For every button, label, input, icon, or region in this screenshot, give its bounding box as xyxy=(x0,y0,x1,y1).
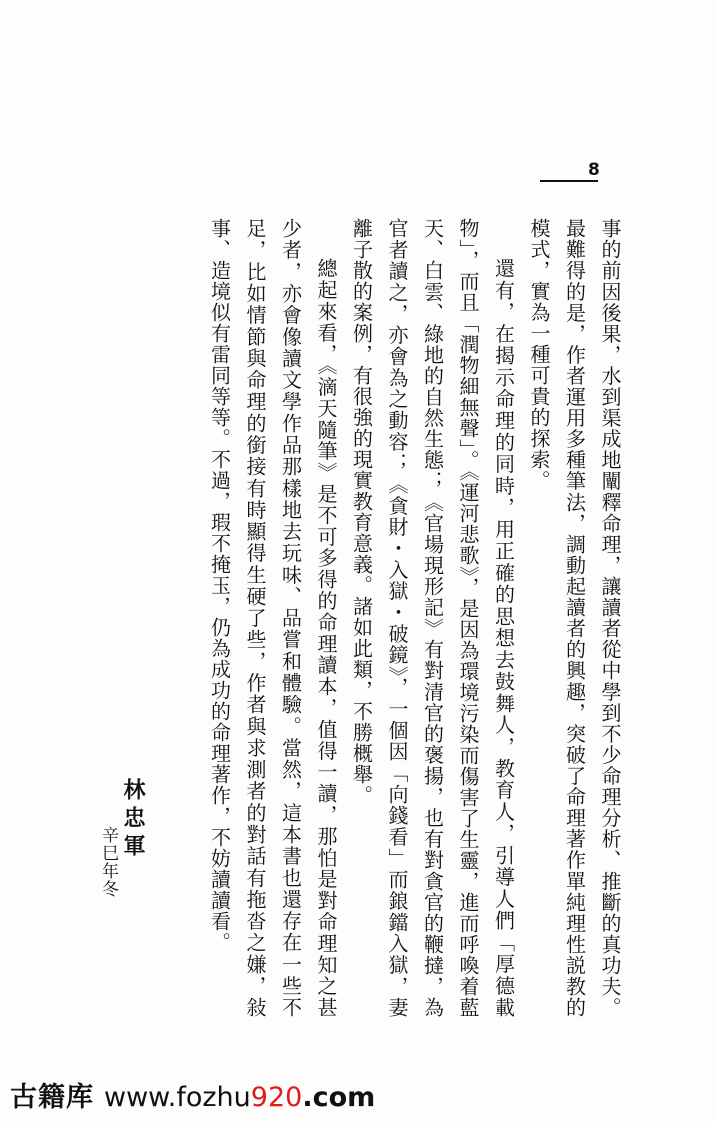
watermark-url-digits: 920 xyxy=(250,1082,303,1113)
watermark-site-name: 古籍库 xyxy=(10,1082,94,1113)
site-watermark xyxy=(0,1074,715,1122)
signature-date: 辛巳年冬 xyxy=(98,826,118,898)
page-number: 8 xyxy=(588,160,600,180)
paragraph-3: 總起來看，《滴天隨筆》是不可多得的命理讀本，值得一讀，那怕是對命理知之甚少者，亦會像讀文學作品那樣地去玩味、品嘗和體驗。當然，這本書也還存在一些不足，比如情節與命理的銜接有時顯得生硬了些，作者與求測者的對話有拖沓之嫌，敍事、造境似有雷同等等。不過，瑕不掩玉，仍為成功的命理著作，不妨讀讀看。 xyxy=(207,218,338,1018)
paragraph-2: 還有，在揭示命理的同時，用正確的思想去鼓舞人，教育人，引導人們「厚德載物」，而且「潤物細無聲」。《運河悲歌》，是因為環境污染而傷害了生靈，進而呼喚着藍天、白雲、綠地的自然生態；《官場現形記》有對清官的褒揚，也有對貪官的鞭撻，為官者讀之，亦會為之動容；《貪財・入獄・破鏡》，一個因「向錢看」而鋃鐺入獄，妻離子散的案例，有很強的現實教育意義。諸如此類，不勝概舉。 xyxy=(349,218,516,1018)
page-number-rule xyxy=(540,180,598,182)
watermark-url-suffix: .com xyxy=(302,1082,376,1113)
watermark-url-prefix: www.fozhu xyxy=(104,1082,251,1113)
paragraph-1: 事的前因後果，水到渠成地闡釋命理，讓讀者從中學到不少命理分析、推斷的真功夫。最難得的是，作者運用多種筆法，調動起讀者的興趣，突破了命理著作單純理性説教的模式，實為一種可貴的探索。 xyxy=(527,218,622,1018)
author-signature: 林忠軍 xyxy=(120,778,146,862)
body-text xyxy=(201,218,627,1018)
